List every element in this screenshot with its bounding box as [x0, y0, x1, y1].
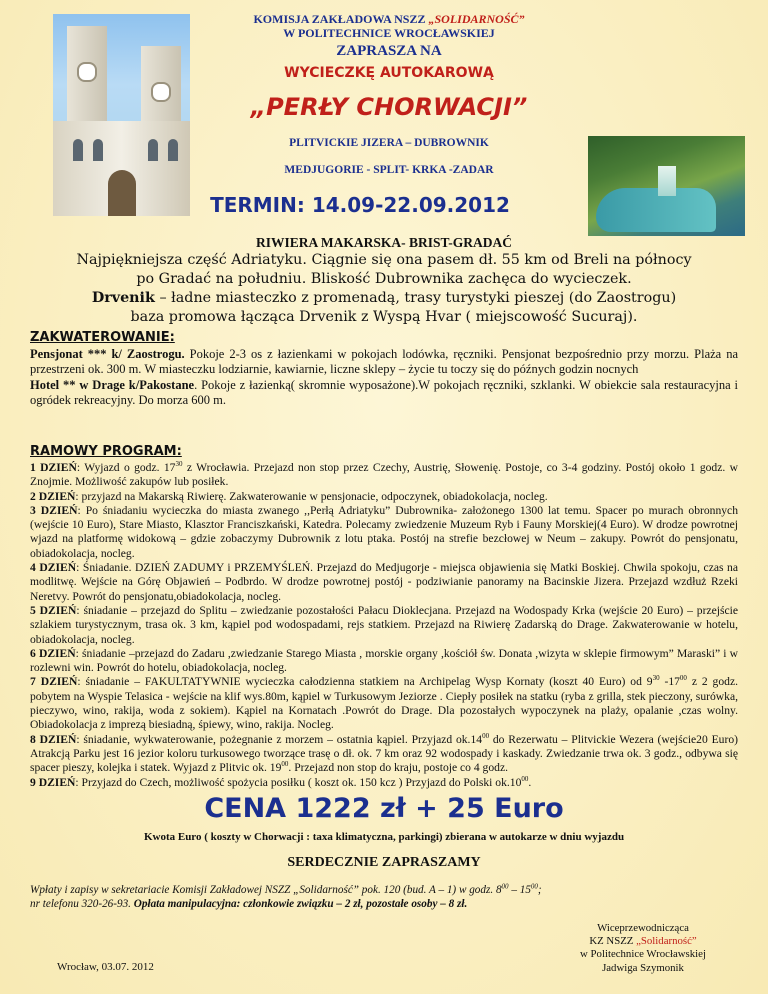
church-photo — [53, 14, 190, 216]
route-line-1: PLITVICKIE JIZERA – DUBROWNIK — [289, 137, 489, 149]
intro-line-3: Drvenik – ładne miasteczko z promenadą, trasy turystyki pieszej (do Zaostrogu) — [91, 290, 677, 306]
trip-title: „PERŁY CHORWACJI” — [250, 93, 528, 121]
signature — [548, 922, 738, 975]
accommodation-section — [30, 330, 738, 408]
program-day: 6 DZIEŃ: śniadanie –przejazd do Zadaru ,zwiedzanie Starego Miasta , morskie organy ,kościół św. Donata ,wizyta w sklepie firmowym” Maraski” i w rozlewni win. Powrót do hotelu, obiadokolacja, nocleg. — [30, 646, 738, 675]
program-day: 4 DZIEŃ: Śniadanie. DZIEŃ ZADUMY i PRZEMYŚLEŃ. Przejazd do Medjugorje - miejsca objawienia się Matki Boskiej. Chwila spokoju, czas na modlitwę. Wejście na Górę Objawień – Podbrdo. W drodze powrotnej postój - podziwianie panoramy na Bacinskie Jizera. Przejazd wzdłuż Rzeki Neretvy. Powrót do pensjonatu,obiadokolacja, nocleg. — [30, 561, 738, 603]
organizer-line: KOMISJA ZAKŁADOWA NSZZ „SOLIDARNOŚĆ” — [253, 12, 525, 26]
program-day: 2 DZIEŃ: przyjazd na Makarską Riwierę. Zakwaterowanie w pensjonacie, odpoczynek, obiadokolacja, nocleg. — [30, 489, 548, 503]
program-day: 7 DZIEŃ: śniadanie – FAKULTATYWNIE wycieczka całodzienna statkiem na Archipelag Wysp Kornaty (koszt 40 Euro) od $9^{30}$ $-17^{00}$ z 2 godz. pobytem na Wyspie Telasica - wejście na klif wys.80m, kąpiel w Turkusowym Jeziorze . Ciepły posiłek na statku (ryba z grilla, stek pieczony, surówka, pieczywo, wino, rakija, woda z sokiem). Kąpiel na Kornatach .Powrót do Drage. Dla pozostałych wypoczynek na plaży, opalanie ,czas wolny. Obiadokolacja z imprezą biesiadną, śpiewy, wino, rakija. Nocleg. — [30, 674, 738, 732]
place-date: Wrocław, 03.07. 2012 — [57, 961, 154, 973]
signature-org: KZ NSZZ „Solidarność” — [589, 935, 697, 948]
signature-university: w Politechnice Wrocławskiej — [580, 948, 706, 961]
intro-line-2: po Gradać na południu. Bliskość Dubrownika zachęca do wycieczek. — [136, 271, 632, 287]
accommodation-hotel: Hotel ** w Drage k/Pakostane. Pokoje z łazienką( skromnie wyposażone).W pokojach ręczniki, szklanki. W obiekcie sala restauracyjna i ogródek rekreacyjny. Do morza 600 m. — [30, 377, 738, 407]
header — [190, 12, 588, 177]
program-days — [30, 461, 738, 790]
trip-type: WYCIECZKĘ AUTOKAROWĄ — [284, 65, 494, 81]
payment-info — [30, 883, 738, 911]
payment-line-1: Wpłaty i zapisy w sekretariacie Komisji Zakładowej NSZZ „Solidarność” pok. 120 (bud. A – 1) w godz. $8^{00} - 15^{00}$; — [30, 882, 542, 896]
signature-name: Jadwiga Szymonik — [602, 961, 684, 974]
invite-line: ZAPRASZA NA — [336, 43, 442, 59]
program-section — [30, 444, 738, 790]
accommodation-title: ZAKWATEROWANIE: — [30, 330, 175, 345]
signature-role: Wiceprzewodnicząca — [597, 922, 689, 934]
program-title: RAMOWY PROGRAM: — [30, 444, 182, 459]
university-line: W POLITECHNICE WROCŁAWSKIEJ — [283, 26, 495, 40]
plitvice-lakes-photo — [588, 136, 745, 236]
program-day: 1 DZIEŃ: Wyjazd o godz. $17^{30}$ z Wrocławia. Przejazd non stop przez Czechy, Austrię, Słowenię. Postoje, co 3-4 godziny. Postój około 1 godz. w Znojmie. Możliwość zakupów lub posiłek. — [30, 460, 738, 489]
price: CENA 1222 zł + 25 Euro — [204, 793, 564, 824]
intro-line-4: baza promowa łącząca Drvenik z Wyspą Hvar ( miejscowość Sucuraj). — [130, 309, 638, 325]
intro-line-1: Najpiękniejsza część Adriatyku. Ciągnie się ona pasem dł. 55 km od Breli na północy — [76, 252, 692, 268]
term-dates: TERMIN: 14.09-22.09.2012 — [210, 193, 510, 217]
price-note: Kwota Euro ( koszty w Chorwacji : taxa klimatyczna, parkingi) zbierana w autokarze w dniu wyjazdu — [143, 831, 625, 843]
invitation: SERDECZNIE ZAPRASZAMY — [287, 855, 481, 870]
intro-heading: RIWIERA MAKARSKA- BRIST-GRADAĆ — [255, 235, 513, 250]
program-day: 5 DZIEŃ: śniadanie – przejazd do Splitu – zwiedzanie pozostałości Pałacu Dioklecjana. Przejazd na Wodospady Krka (wejście 20 Euro) – przejście szlakiem turystycznym, trasa ok. 3 km, kąpiel pod wodospadami, rejs statkiem. Przejazd na Riwierę Zadarską do Drage. Zakwaterowanie w hotelu, obiadokolacja, nocleg. — [30, 603, 739, 646]
intro — [30, 234, 738, 327]
program-day: 8 DZIEŃ: śniadanie, wykwaterowanie, pożegnanie z morzem – ostatnia kąpiel. Przyjazd $ok.14^{00}$ do Rezerwatu – Plitvickie Wezera (wejście20 Euro) Atrakcją Parku jest 16 jezior koloru turkusowego tworzące trasę o dł. ok. 7 km oraz 92 wodospady i kaskady. Zwiedzanie trwa ok. 3 godz., odbywa się spacer pieszy, kolejka i statek. Wyjazd z Plitvic ok. $19^{00}$. Przejazd non stop do kraju, postoje co 4 godz. — [30, 731, 738, 775]
program-day: 9 DZIEŃ: Przyjazd do Czech, możliwość spożycia posiłku ( koszt ok. 150 kcz ) Przyjazd do Polski $ok.10^{00}$. — [30, 774, 532, 789]
solidarnosc-name: „SOLIDARNOŚĆ” — [428, 12, 525, 26]
payment-line-2: nr telefonu 320-26-93. Opłata manipulacyjna: członkowie związku – 2 zł, pozostałe osoby – 8 zł. — [30, 898, 468, 910]
program-day: 3 DZIEŃ: Po śniadaniu wycieczka do miasta zwanego ,,Perłą Adriatyku” Dubrownika- założonego 1300 lat temu. Spacer po murach obronnych (wejście 10 Euro), Stare Miasto, Klasztor Franciszkański, Katedra. Polecamy zwiedzenie Muzeum Ryb i Fauny Morskiej(4 Euro). W drodze powrotnej wjazd na platformę widokową – gdzie zobaczymy Dubrownik z lotu ptaka. Postój na strefie bezcłowej w Neum – zakupy. Powrót do pensjonatu, obiadokolacja, nocleg. — [30, 503, 738, 560]
route-line-2: MEDJUGORIE - SPLIT- KRKA -ZADAR — [284, 164, 494, 176]
accommodation-pension: Pensjonat *** k/ Zaostrogu. Pokoje 2-3 os z łazienkami w pokojach lodówka, ręczniki. Pensjonat bezpośrednio przy morzu. Plaża na przestrzeni ok. 300 m. W miasteczku lodziarnie, kawiarnie, liczne sklepy – życie tu toczy się do późnych godzin nocnych — [30, 347, 738, 377]
